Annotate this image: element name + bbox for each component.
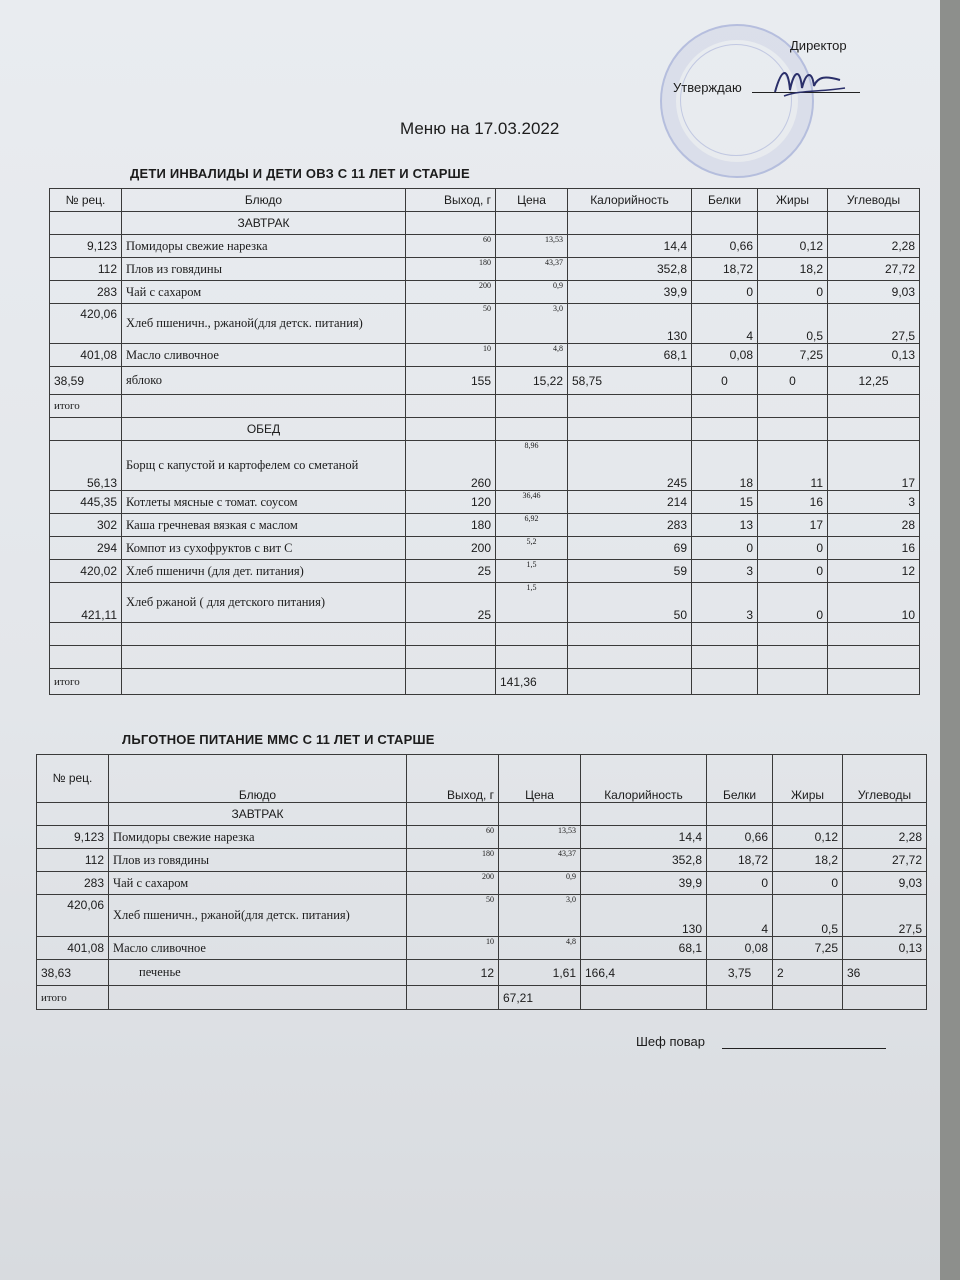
section2-caption: ЛЬГОТНОЕ ПИТАНИЕ ММС С 11 ЛЕТ И СТАРШЕ (122, 732, 435, 747)
total-row-breakfast: итого (50, 395, 920, 418)
col-header-carbs: Углеводы (843, 755, 927, 803)
col-header-protein: Белки (692, 189, 758, 212)
col-header-protein: Белки (707, 755, 773, 803)
col-header-dish: Блюдо (109, 755, 407, 803)
table-row: 283 Чай с сахаром 200 0,9 39,9 0 0 9,03 (37, 872, 927, 895)
chef-label: Шеф повар (636, 1034, 705, 1049)
director-label: Директор (790, 38, 847, 53)
approve-label: Утверждаю (673, 80, 742, 95)
col-header-kcal: Калорийность (568, 189, 692, 212)
col-header-out: Выход, г (406, 189, 496, 212)
col-header-out: Выход, г (407, 755, 499, 803)
breakfast-total-price: 67,21 (499, 986, 581, 1010)
section1-caption: ДЕТИ ИНВАЛИДЫ И ДЕТИ ОВЗ С 11 ЛЕТ И СТАРШЕ (130, 166, 470, 181)
table-row: 401,08 Масло сливочное 10 4,8 68,1 0,08 7,25 0,13 (37, 937, 927, 960)
section-row-breakfast (50, 212, 920, 235)
lunch-label: ОБЕД (122, 418, 406, 441)
table-row: 401,08 Масло сливочное 10 4,8 68,1 0,08 7,25 0,13 (50, 344, 920, 367)
col-header-kcal: Калорийность (581, 755, 707, 803)
table-row: 9,123 Помидоры свежие нарезка 60 13,53 14,4 0,66 0,12 2,28 (50, 235, 920, 258)
section-row-lunch (50, 418, 920, 441)
col-header-rec: № рец. (50, 189, 122, 212)
menu-table-1 (49, 188, 920, 695)
table-row: 421,11 Хлеб ржаной ( для детского питания) 25 1,5 50 3 0 10 (50, 583, 920, 623)
col-header-fat: Жиры (758, 189, 828, 212)
empty-row (50, 623, 920, 646)
section-row-breakfast (37, 803, 927, 826)
col-header-fat: Жиры (773, 755, 843, 803)
table-header-row (37, 755, 927, 803)
total-row-lunch: итого 141,36 (50, 669, 920, 695)
col-header-price: Цена (499, 755, 581, 803)
total-row-breakfast: итого 67,21 (37, 986, 927, 1010)
empty-row (50, 646, 920, 669)
breakfast-label: ЗАВТРАК (122, 212, 406, 235)
table-row: 283 Чай с сахаром 200 0,9 39,9 0 0 9,03 (50, 281, 920, 304)
table-row: 420,02 Хлеб пшеничн (для дет. питания) 25 1,5 59 3 0 12 (50, 560, 920, 583)
table-row: 294 Компот из сухофруктов с вит С 200 5,2 69 0 0 16 (50, 537, 920, 560)
table-row: 112 Плов из говядины 180 43,37 352,8 18,72 18,2 27,72 (50, 258, 920, 281)
table-row: 420,06 Хлеб пшеничн., ржаной(для детск. питания) 50 3,0 130 4 0,5 27,5 (37, 895, 927, 937)
table-row: 38,59 яблоко 155 15,22 58,75 0 0 12,25 (50, 367, 920, 395)
col-header-dish: Блюдо (122, 189, 406, 212)
signature-icon (770, 62, 850, 102)
table-header-row (50, 189, 920, 212)
table-row: 420,06 Хлеб пшеничн., ржаной(для детск. питания) 50 3,0 130 4 0,5 27,5 (50, 304, 920, 344)
table-row: 112 Плов из говядины 180 43,37 352,8 18,72 18,2 27,72 (37, 849, 927, 872)
table-row: 38,63 печенье 12 1,61 166,4 3,75 2 36 (37, 960, 927, 986)
menu-table-2 (36, 754, 927, 1010)
col-header-rec: № рец. (37, 755, 109, 803)
page-title: Меню на 17.03.2022 (400, 119, 560, 138)
table-row: 56,13 Борщ с капустой и картофелем со сметаной 260 8,96 245 18 11 17 (50, 441, 920, 491)
table-row: 445,35 Котлеты мясные с томат. соусом 120 36,46 214 15 16 3 (50, 491, 920, 514)
chef-signature-line (722, 1048, 886, 1049)
table-row: 9,123 Помидоры свежие нарезка 60 13,53 14,4 0,66 0,12 2,28 (37, 826, 927, 849)
col-header-price: Цена (496, 189, 568, 212)
lunch-total-price: 141,36 (496, 669, 568, 695)
table-row: 302 Каша гречневая вязкая с маслом 180 6,92 283 13 17 28 (50, 514, 920, 537)
breakfast-label: ЗАВТРАК (109, 803, 407, 826)
col-header-carbs: Углеводы (828, 189, 920, 212)
